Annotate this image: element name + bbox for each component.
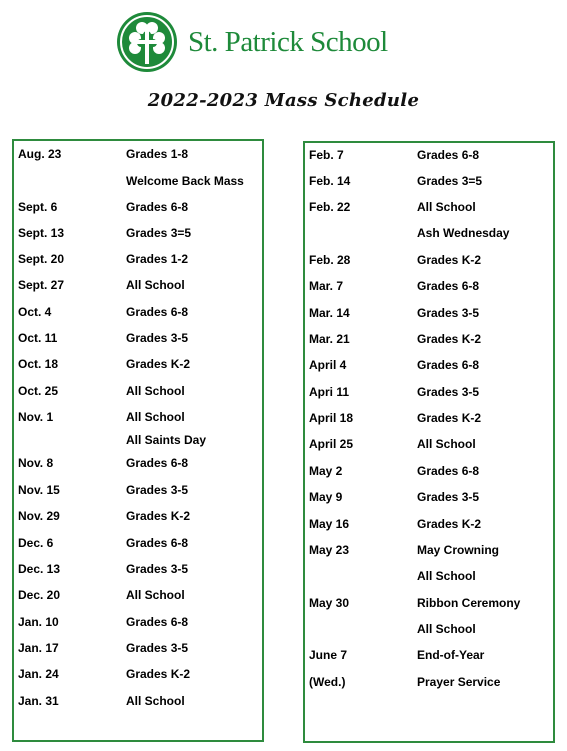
schedule-event: Ribbon Ceremony [417, 596, 521, 610]
schedule-event: Grades 3-5 [126, 562, 189, 576]
schedule-date: April 25 [309, 437, 354, 451]
schedule-event: Grades K-2 [417, 517, 482, 531]
schedule-date: Sept. 20 [18, 252, 65, 266]
schedule-date: May 30 [309, 596, 350, 610]
schedule-date: May 23 [309, 543, 350, 557]
schedule-event: May Crowning [417, 543, 500, 557]
schedule-event: All School [417, 569, 476, 583]
shamrock-icon [114, 10, 180, 74]
schedule-date: Apri 11 [309, 385, 350, 399]
schedule-event: Grades 3-5 [417, 385, 480, 399]
schedule-event: All School [126, 384, 185, 398]
schedule-event: Grades 3-5 [126, 483, 189, 497]
schedule-date: Aug. 23 [18, 147, 62, 161]
schedule-event: Grades 6-8 [126, 456, 189, 470]
school-logo [114, 10, 454, 74]
schedule-event: Grades 3=5 [126, 226, 192, 240]
schedule-date: Jan. 17 [18, 641, 59, 655]
schedule-date: Feb. 7 [309, 148, 344, 162]
schedule-event: Grades 1-2 [126, 252, 189, 266]
schedule-event: Prayer Service [417, 675, 501, 689]
schedule-event: Grades K-2 [417, 253, 482, 267]
schedule-event: Grades 6-8 [417, 148, 480, 162]
schedule-event: All Saints Day [126, 433, 207, 447]
schedule-event: Grades K-2 [126, 357, 191, 371]
schedule-event: Grades 6-8 [126, 305, 189, 319]
schedule-event: Grades 6-8 [417, 279, 480, 293]
schedule-event: All School [417, 200, 476, 214]
schedule-date: May 2 [309, 464, 343, 478]
schedule-event: Grades 6-8 [417, 358, 480, 372]
schedule-date: Sept. 6 [18, 200, 58, 214]
schedule-date: Sept. 13 [18, 226, 65, 240]
schedule-event: Grades 3=5 [417, 174, 483, 188]
schedule-date: Feb. 22 [309, 200, 351, 214]
schedule-date: Sept. 27 [18, 278, 65, 292]
schedule-date: (Wed.) [309, 675, 346, 689]
schedule-date: Jan. 24 [18, 667, 59, 681]
schedule-date: Oct. 18 [18, 357, 59, 371]
schedule-event: Grades 3-5 [126, 331, 189, 345]
schedule-event: Welcome Back Mass [126, 174, 244, 188]
schedule-event: Grades K-2 [417, 332, 482, 346]
schedule-date: Nov. 29 [18, 509, 60, 523]
schedule-date: Feb. 14 [309, 174, 351, 188]
schedule-event: All School [126, 410, 185, 424]
schedule-event: All School [126, 694, 185, 708]
school-name: St. Patrick School [188, 26, 388, 58]
schedule-event: All School [126, 588, 185, 602]
schedule-event: Grades K-2 [126, 509, 191, 523]
schedule-date: Dec. 6 [18, 536, 54, 550]
schedule-date: Feb. 28 [309, 253, 351, 267]
schedule-event: Grades 3-5 [417, 490, 480, 504]
schedule-event: Grades 6-8 [417, 464, 480, 478]
schedule-event: Grades K-2 [126, 667, 191, 681]
schedule-event: Grades K-2 [417, 411, 482, 425]
schedule-event: Ash Wednesday [417, 226, 510, 240]
schedule-date: Oct. 25 [18, 384, 59, 398]
schedule-date: Jan. 31 [18, 694, 59, 708]
schedule-event: Grades 6-8 [126, 536, 189, 550]
schedule-date: Oct. 4 [18, 305, 52, 319]
schedule-event: Grades 1-8 [126, 147, 189, 161]
schedule-date: April 18 [309, 411, 354, 425]
schedule-event: Grades 3-5 [126, 641, 189, 655]
schedule-event: All School [126, 278, 185, 292]
schedule-date: Nov. 1 [18, 410, 54, 424]
schedule-event: Grades 6-8 [126, 200, 189, 214]
schedule-date: May 16 [309, 517, 350, 531]
schedule-event: All School [417, 437, 476, 451]
schedule-date: Mar. 21 [309, 332, 350, 346]
schedule-event: Grades 6-8 [126, 615, 189, 629]
schedule-date: May 9 [309, 490, 343, 504]
schedule-event: All School [417, 622, 476, 636]
schedule-date: Dec. 20 [18, 588, 61, 602]
schedule-date: Mar. 7 [309, 279, 344, 293]
schedule-date: Mar. 14 [309, 306, 350, 320]
schedule-date: Oct. 11 [18, 331, 58, 345]
schedule-date: Jan. 10 [18, 615, 59, 629]
schedule-date: Nov. 8 [18, 456, 54, 470]
schedule-event: End-of-Year [417, 648, 485, 662]
schedule-date: June 7 [309, 648, 348, 662]
schedule-event: Grades 3-5 [417, 306, 480, 320]
page-title: 2022-2023 Mass Schedule [147, 90, 420, 111]
schedule-date: April 4 [309, 358, 347, 372]
schedule-date: Dec. 13 [18, 562, 61, 576]
schedule-date: Nov. 15 [18, 483, 60, 497]
